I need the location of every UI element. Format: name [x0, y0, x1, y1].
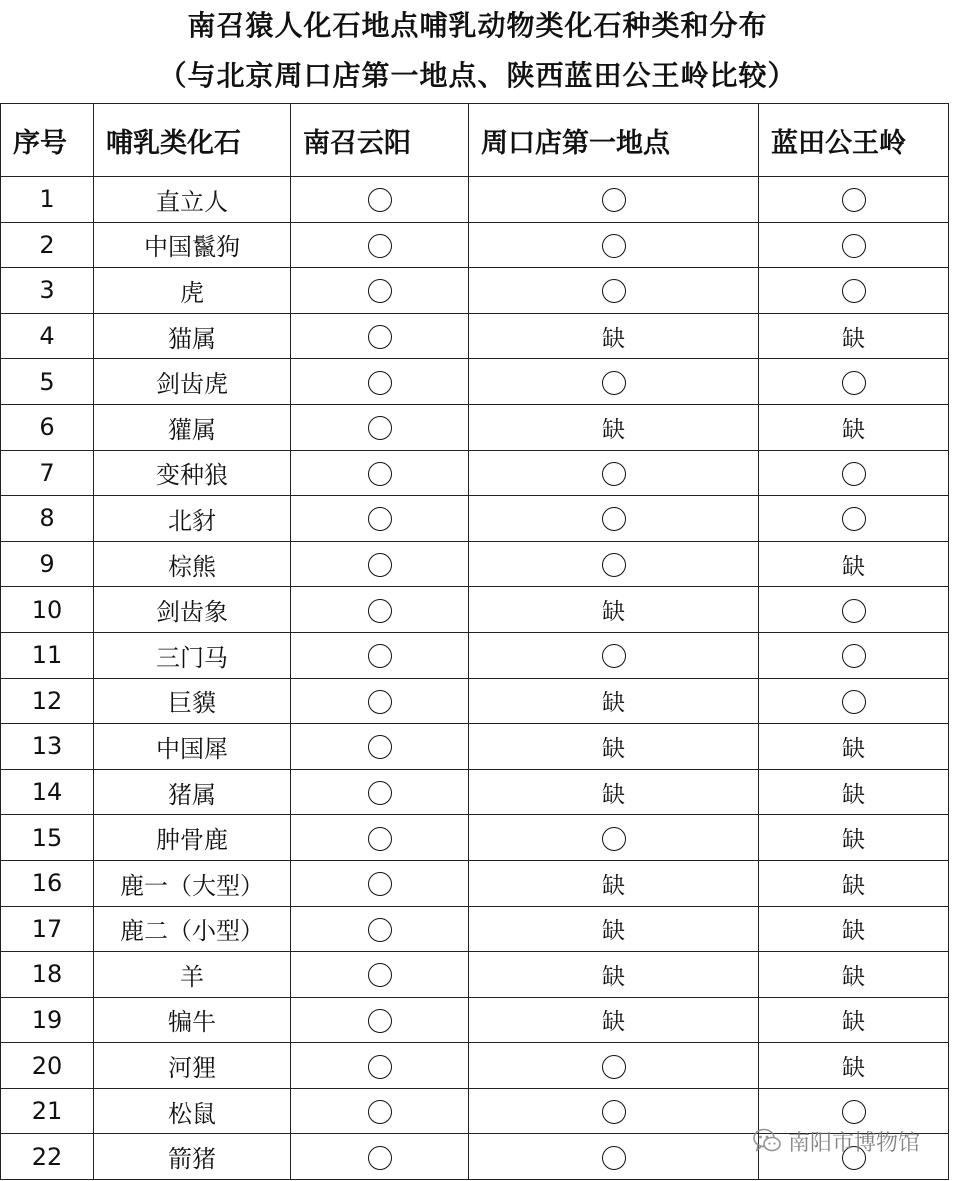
cell-zhoukoudian	[469, 450, 759, 496]
table-header-row	[1, 104, 949, 177]
absent-label: 缺	[842, 1009, 865, 1036]
present-circle-icon	[842, 462, 866, 486]
absent-label: 缺	[842, 416, 865, 443]
present-circle-icon	[368, 507, 392, 531]
page-subtitle: （与北京周口店第一地点、陕西蓝田公王岭比较）	[158, 59, 797, 92]
cell-nanzhao	[291, 952, 469, 998]
page-title: 南召猿人化石地点哺乳动物类化石种类和分布	[187, 9, 768, 42]
cell-zhoukoudian	[469, 1043, 759, 1089]
absent-label: 缺	[602, 918, 625, 945]
present-circle-icon	[842, 234, 866, 258]
present-circle-icon	[368, 234, 392, 258]
wechat-icon	[752, 1126, 782, 1156]
present-circle-icon	[368, 827, 392, 851]
absent-label: 缺	[842, 553, 865, 580]
cell-nanzhao	[291, 724, 469, 770]
cell-zhoukoudian	[469, 678, 759, 724]
cell-nanzhao	[291, 678, 469, 724]
present-circle-icon	[602, 462, 626, 486]
table-row	[1, 587, 949, 633]
present-circle-icon	[602, 279, 626, 303]
table-row	[1, 815, 949, 861]
cell-nanzhao	[291, 222, 469, 268]
cell-lantian	[759, 815, 949, 861]
table-row	[1, 222, 949, 268]
present-circle-icon	[368, 371, 392, 395]
fossil-distribution-table	[0, 103, 949, 1180]
cell-lantian	[759, 496, 949, 542]
title-block	[0, 0, 955, 102]
fossil-name: 变种狼	[94, 450, 291, 496]
cell-nanzhao	[291, 404, 469, 450]
present-circle-icon	[602, 1055, 626, 1079]
absent-label: 缺	[842, 827, 865, 854]
cell-zhoukoudian	[469, 587, 759, 633]
fossil-name: 河狸	[94, 1043, 291, 1089]
table-row	[1, 450, 949, 496]
fossil-name: 獾属	[94, 404, 291, 450]
header-zhoukoudian: 周口店第一地点	[469, 104, 759, 177]
absent-label: 缺	[842, 781, 865, 808]
fossil-name: 鹿二（小型）	[94, 906, 291, 952]
cell-nanzhao	[291, 997, 469, 1043]
cell-zhoukoudian	[469, 769, 759, 815]
table-row	[1, 952, 949, 998]
cell-lantian	[759, 313, 949, 359]
present-circle-icon	[368, 872, 392, 896]
present-circle-icon	[842, 371, 866, 395]
present-circle-icon	[602, 371, 626, 395]
cell-zhoukoudian	[469, 404, 759, 450]
present-circle-icon	[368, 918, 392, 942]
cell-lantian	[759, 952, 949, 998]
row-number: 21	[1, 1088, 94, 1134]
watermark	[752, 1124, 920, 1158]
cell-lantian	[759, 359, 949, 405]
absent-label: 缺	[842, 325, 865, 352]
cell-zhoukoudian	[469, 496, 759, 542]
cell-lantian	[759, 997, 949, 1043]
row-number: 7	[1, 450, 94, 496]
present-circle-icon	[368, 188, 392, 212]
present-circle-icon	[368, 1146, 392, 1170]
table-row	[1, 906, 949, 952]
row-number: 16	[1, 860, 94, 906]
fossil-name: 中国犀	[94, 724, 291, 770]
fossil-name: 棕熊	[94, 541, 291, 587]
table-row	[1, 541, 949, 587]
fossil-name: 三门马	[94, 632, 291, 678]
cell-zhoukoudian	[469, 997, 759, 1043]
row-number: 3	[1, 268, 94, 314]
present-circle-icon	[368, 1009, 392, 1033]
row-number: 14	[1, 769, 94, 815]
absent-label: 缺	[602, 781, 625, 808]
cell-zhoukoudian	[469, 222, 759, 268]
cell-lantian	[759, 724, 949, 770]
present-circle-icon	[368, 325, 392, 349]
cell-zhoukoudian	[469, 268, 759, 314]
table-row	[1, 724, 949, 770]
row-number: 18	[1, 952, 94, 998]
present-circle-icon	[602, 827, 626, 851]
fossil-name: 中国鬣狗	[94, 222, 291, 268]
present-circle-icon	[602, 1146, 626, 1170]
row-number: 4	[1, 313, 94, 359]
cell-nanzhao	[291, 587, 469, 633]
cell-lantian	[759, 587, 949, 633]
present-circle-icon	[842, 279, 866, 303]
fossil-name: 肿骨鹿	[94, 815, 291, 861]
row-number: 11	[1, 632, 94, 678]
fossil-name: 松鼠	[94, 1088, 291, 1134]
cell-zhoukoudian	[469, 952, 759, 998]
cell-zhoukoudian	[469, 632, 759, 678]
fossil-name: 剑齿象	[94, 587, 291, 633]
row-number: 6	[1, 404, 94, 450]
table-row	[1, 359, 949, 405]
present-circle-icon	[602, 234, 626, 258]
cell-nanzhao	[291, 906, 469, 952]
absent-label: 缺	[842, 735, 865, 762]
cell-lantian	[759, 632, 949, 678]
present-circle-icon	[368, 644, 392, 668]
present-circle-icon	[602, 644, 626, 668]
row-number: 10	[1, 587, 94, 633]
present-circle-icon	[602, 1100, 626, 1124]
cell-lantian	[759, 177, 949, 223]
present-circle-icon	[602, 188, 626, 212]
cell-zhoukoudian	[469, 724, 759, 770]
table-row	[1, 997, 949, 1043]
present-circle-icon	[368, 462, 392, 486]
cell-lantian	[759, 222, 949, 268]
header-number: 序号	[1, 104, 94, 177]
cell-nanzhao	[291, 769, 469, 815]
cell-nanzhao	[291, 815, 469, 861]
cell-zhoukoudian	[469, 177, 759, 223]
present-circle-icon	[842, 188, 866, 212]
row-number: 13	[1, 724, 94, 770]
row-number: 5	[1, 359, 94, 405]
cell-lantian	[759, 906, 949, 952]
cell-nanzhao	[291, 359, 469, 405]
absent-label: 缺	[602, 963, 625, 990]
fossil-name: 鹿一（大型）	[94, 860, 291, 906]
absent-label: 缺	[842, 1055, 865, 1082]
cell-zhoukoudian	[469, 906, 759, 952]
cell-zhoukoudian	[469, 1088, 759, 1134]
present-circle-icon	[842, 1100, 866, 1124]
present-circle-icon	[842, 599, 866, 623]
fossil-name: 箭猪	[94, 1134, 291, 1180]
row-number: 17	[1, 906, 94, 952]
cell-nanzhao	[291, 177, 469, 223]
present-circle-icon	[368, 1100, 392, 1124]
present-circle-icon	[842, 690, 866, 714]
header-nanzhao-yunyang: 南召云阳	[291, 104, 469, 177]
present-circle-icon	[368, 735, 392, 759]
row-number: 12	[1, 678, 94, 724]
fossil-name: 直立人	[94, 177, 291, 223]
table-row	[1, 404, 949, 450]
cell-nanzhao	[291, 1134, 469, 1180]
cell-nanzhao	[291, 496, 469, 542]
row-number: 9	[1, 541, 94, 587]
table-body	[1, 177, 949, 1180]
cell-zhoukoudian	[469, 313, 759, 359]
table-row	[1, 769, 949, 815]
fossil-name: 羊	[94, 952, 291, 998]
fossil-name: 巨貘	[94, 678, 291, 724]
row-number: 22	[1, 1134, 94, 1180]
cell-nanzhao	[291, 860, 469, 906]
cell-nanzhao	[291, 268, 469, 314]
present-circle-icon	[368, 553, 392, 577]
table-row	[1, 496, 949, 542]
absent-label: 缺	[842, 872, 865, 899]
table-row	[1, 860, 949, 906]
absent-label: 缺	[602, 872, 625, 899]
absent-label: 缺	[842, 918, 865, 945]
cell-lantian	[759, 404, 949, 450]
cell-nanzhao	[291, 313, 469, 359]
absent-label: 缺	[602, 1009, 625, 1036]
table-row	[1, 177, 949, 223]
absent-label: 缺	[842, 963, 865, 990]
fossil-name: 猫属	[94, 313, 291, 359]
present-circle-icon	[602, 553, 626, 577]
absent-label: 缺	[602, 325, 625, 352]
cell-lantian	[759, 268, 949, 314]
cell-nanzhao	[291, 541, 469, 587]
row-number: 15	[1, 815, 94, 861]
cell-zhoukoudian	[469, 860, 759, 906]
header-fossil: 哺乳类化石	[94, 104, 291, 177]
present-circle-icon	[368, 1055, 392, 1079]
present-circle-icon	[368, 279, 392, 303]
row-number: 1	[1, 177, 94, 223]
row-number: 19	[1, 997, 94, 1043]
present-circle-icon	[602, 507, 626, 531]
cell-zhoukoudian	[469, 359, 759, 405]
present-circle-icon	[842, 507, 866, 531]
fossil-name: 剑齿虎	[94, 359, 291, 405]
table-row	[1, 1043, 949, 1089]
table-row	[1, 678, 949, 724]
fossil-name: 虎	[94, 268, 291, 314]
fossil-name: 犏牛	[94, 997, 291, 1043]
cell-zhoukoudian	[469, 1134, 759, 1180]
table-row	[1, 632, 949, 678]
present-circle-icon	[368, 781, 392, 805]
cell-lantian	[759, 450, 949, 496]
cell-nanzhao	[291, 450, 469, 496]
cell-lantian	[759, 678, 949, 724]
absent-label: 缺	[602, 416, 625, 443]
row-number: 2	[1, 222, 94, 268]
absent-label: 缺	[602, 690, 625, 717]
row-number: 20	[1, 1043, 94, 1089]
cell-nanzhao	[291, 1088, 469, 1134]
present-circle-icon	[368, 963, 392, 987]
fossil-name: 猪属	[94, 769, 291, 815]
present-circle-icon	[368, 416, 392, 440]
cell-lantian	[759, 541, 949, 587]
cell-lantian	[759, 860, 949, 906]
present-circle-icon	[842, 644, 866, 668]
fossil-name: 北豺	[94, 496, 291, 542]
cell-lantian	[759, 1043, 949, 1089]
cell-nanzhao	[291, 632, 469, 678]
absent-label: 缺	[602, 599, 625, 626]
header-lantian-gongwangling: 蓝田公王岭	[759, 104, 949, 177]
cell-lantian	[759, 769, 949, 815]
watermark-text: 南阳市博物馆	[788, 1130, 921, 1156]
cell-zhoukoudian	[469, 541, 759, 587]
table-row	[1, 268, 949, 314]
cell-zhoukoudian	[469, 815, 759, 861]
present-circle-icon	[368, 599, 392, 623]
row-number: 8	[1, 496, 94, 542]
cell-nanzhao	[291, 1043, 469, 1089]
table-row	[1, 313, 949, 359]
present-circle-icon	[368, 690, 392, 714]
absent-label: 缺	[602, 735, 625, 762]
